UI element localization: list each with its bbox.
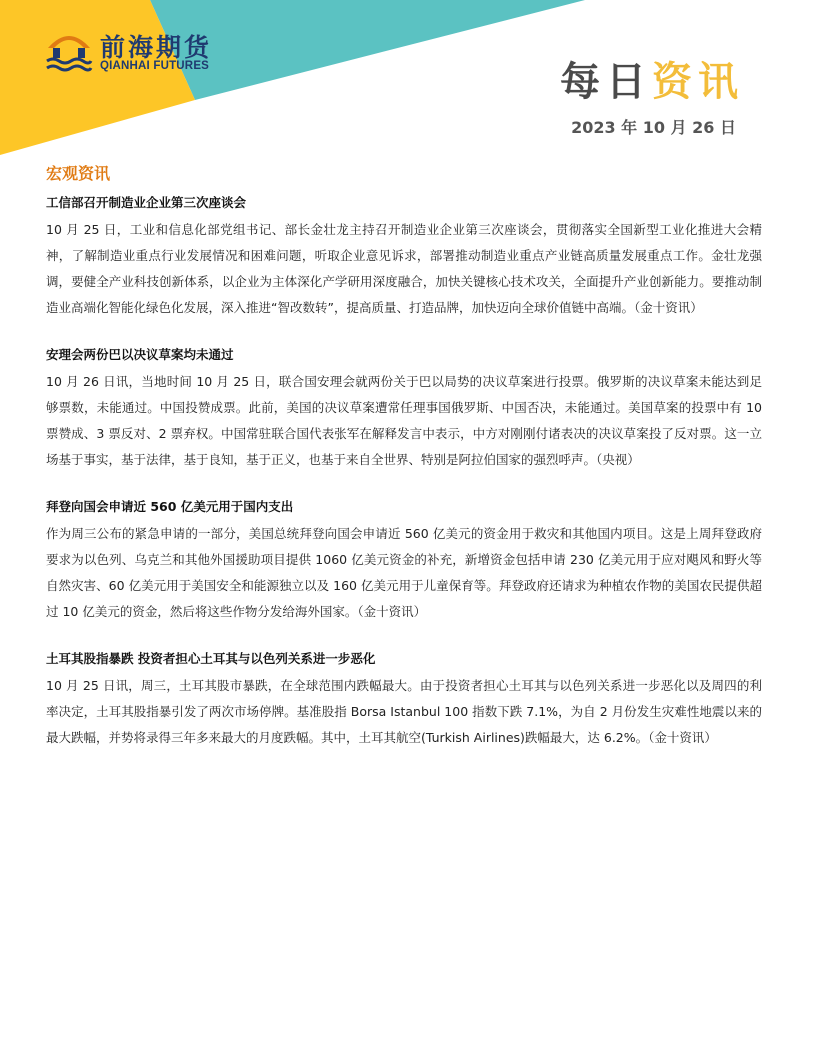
title-part-dark: 每日	[560, 59, 652, 105]
document-title	[560, 50, 744, 107]
article-list	[46, 191, 762, 773]
company-logo	[44, 26, 244, 76]
article-body: 作为周三公布的紧急申请的一部分，美国总统拜登向国会申请近 560 亿美元的资金用于救灾和其他国内项目。这是上周拜登政府要求为以色列、乌克兰和其他外国援助项目提供 1060 亿美元资金的补充，新增资金包括申请 230 亿美元用于应对飓风和野火等自然灾害、60 亿美元用于美国安全和能源独立以及 160 亿美元用于儿童保育等。拜登政府还请求为种植农作物的美国农民提供超过 10 亿美元的资金，然后将这些作物分发给海外国家。（金十资讯）	[46, 526, 762, 619]
document-date: 2023 年 10 月 26 日	[571, 118, 736, 137]
article-heading: 拜登向国会申请近 560 亿美元用于国内支出	[46, 499, 294, 514]
article-heading: 工信部召开制造业企业第三次座谈会	[46, 195, 247, 210]
section-title: 宏观资讯	[46, 164, 111, 183]
logo-english-name: QIANHAI FUTURES	[100, 60, 210, 72]
article-body: 10 月 26 日讯，当地时间 10 月 25 日，联合国安理会就两份关于巴以局势的决议草案进行投票。俄罗斯的决议草案未能达到足够票数，未能通过。中国投赞成票。此前，美国的决议草案遭常任理事国俄罗斯、中国否决，未能通过。美国草案的投票中有 10 票赞成、3 票反对、2 票弃权。中国常驻联合国代表张军在解释发言中表示，中方对刚刚付诸表决的决议草案投了反对票。这一立场基于事实，基于法律，基于良知，基于正义，也基于来自全世界、特别是阿拉伯国家的强烈呼声。（央视）	[46, 374, 762, 467]
article	[46, 343, 762, 473]
article	[46, 191, 762, 321]
article-heading: 安理会两份巴以决议草案均未通过	[46, 347, 234, 362]
logo-chinese-name: 前海期货	[100, 33, 213, 62]
article-heading: 土耳其股指暴跌 投资者担心土耳其与以色列关系进一步恶化	[46, 651, 376, 666]
article	[46, 647, 762, 751]
article	[46, 495, 762, 625]
title-part-gold: 资讯	[652, 59, 744, 105]
article-body: 10 月 25 日，工业和信息化部党组书记、部长金壮龙主持召开制造业企业第三次座谈会，贯彻落实全国新型工业化推进大会精神，了解制造业重点行业发展情况和困难问题，听取企业意见诉求，部署推动制造业重点产业链高质量发展重点工作。金壮龙强调，要健全产业科技创新体系，以企业为主体深化产学研用深度融合，加快关键核心技术攻关，全面提升产业创新能力。要推动制造业高端化智能化绿色化发展，深入推进“智改数转”，提高质量、打造品牌，加快迈向全球价值链中高端。（金十资讯）	[46, 222, 762, 315]
logo-mark-icon	[44, 26, 94, 74]
article-body: 10 月 25 日讯，周三，土耳其股市暴跌，在全球范围内跌幅最大。由于投资者担心土耳其与以色列关系进一步恶化以及周四的利率决定，土耳其股指暴引发了两次市场停牌。基准股指 Borsa Istanbul 100 指数下跌 7.1%，为自 2 月份发生灾难性地震以来的最大跌幅，并势将录得三年多来最大的月度跌幅。其中，土耳其航空(Turkish Airlines)跌幅最大，达 6.2%。（金十资讯）	[46, 678, 762, 745]
